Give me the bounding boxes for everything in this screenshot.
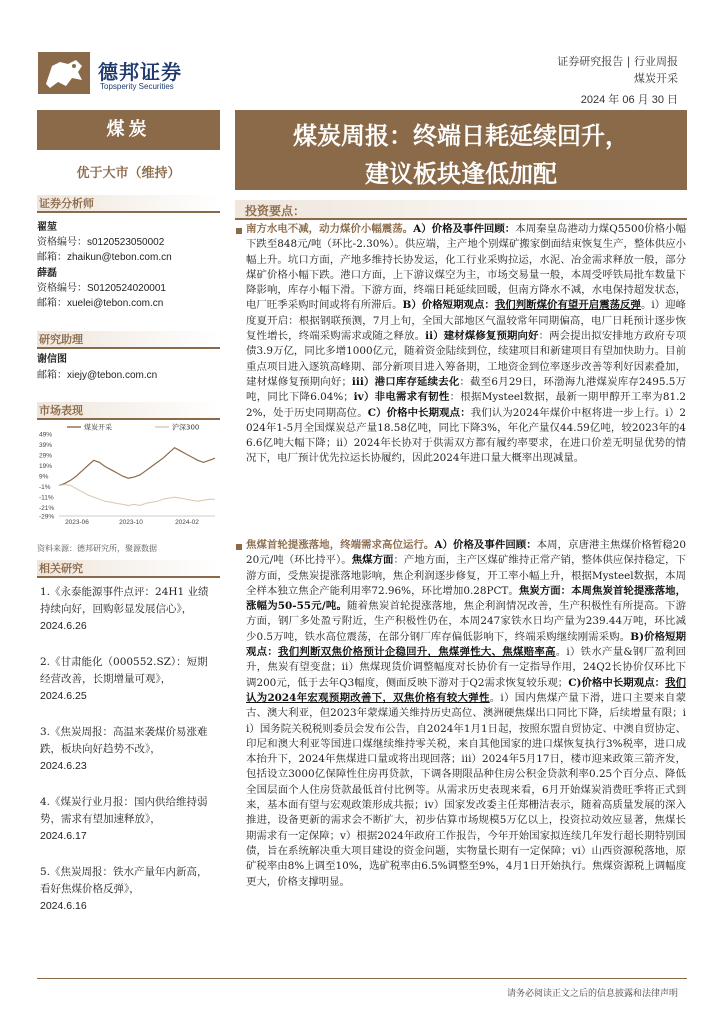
disclaimer-footer: 请务必阅读正文之后的信息披露和法律声明 — [506, 989, 678, 999]
series-line — [59, 448, 215, 486]
related-report[interactable]: 1.《永泰能源事件点评：24H1 业绩持续向好，回购彰显发展信心》， 2024.6.26 — [40, 586, 209, 632]
x-tick-label: 2024-02 — [175, 519, 199, 526]
bullet-icon — [236, 544, 242, 550]
text-segment: A）价格及事件回顾： — [413, 223, 516, 235]
title-line-1: 煤炭周报：终端日耗延续回升， — [293, 122, 629, 150]
text-segment: iv）非电需求有韧性 — [353, 391, 450, 404]
text-segment: 我们认为2024年煤价中枢将进一步上行。i）2024年1-5月全国煤炭总产量18.58亿吨，同比下降3%，年化产量仅44.59亿吨，较2023年的46.6亿吨大幅下降；ii）2024年长协对于供需双方都有履约率要求，在进口价差无明显优势的情况下，电厂预计优先拉运长协履约，因此2024年进口量大概率出现减量。 — [246, 406, 686, 465]
text-segment: 。i）铁水产量&钢厂盈利回升，焦炭有望变盘；ii）焦煤现货价调整幅度对长协价有一定指导作用，24Q2长协价仅环比下调200元，低于去年Q3幅度，侧面反映下游对于Q2需求恢复较乐观； — [246, 646, 687, 689]
text-segment: ii）建材煤修复预期向好 — [425, 330, 539, 343]
y-tick-label: -1% — [39, 484, 51, 492]
analyst-email[interactable]: 邮箱：zhaikun@tebon.com.cn — [37, 252, 172, 263]
footer-divider — [37, 978, 687, 979]
x-tick-label: 2023-06 — [65, 519, 89, 526]
text-segment: 我们判断双焦价格预计企稳回升，焦煤弹性大、焦煤赔率高 — [278, 646, 556, 659]
related-report[interactable]: 4.《煤炭行业月报：国内供给维持弱势，需求有望加速释放》， 2024.6.17 — [40, 796, 208, 842]
text-segment: 焦煤方面 — [351, 554, 394, 567]
analyst-section-title: 证券分析师 — [37, 195, 220, 213]
y-tick-label: 29% — [39, 452, 53, 460]
text-segment: C）价格中长期观点： — [367, 406, 471, 419]
chart-source-note: 资料来源：德邦研究所，聚源数据 — [37, 544, 157, 553]
text-segment: ：产地方面，主产区煤矿维持正常产销，整体供应保持稳定，下游方面，受焦炭提涨落地影响，焦企利润逐步修复，开工率小幅上升，根据Mysteel数据，本周全样本独立焦企产能利用率72.96%，环比增加0.28PCT。 — [246, 554, 686, 597]
topsperity-logo-icon — [38, 52, 90, 94]
text-segment: A）价格及事件回顾： — [434, 539, 537, 551]
text-segment: 。i）迎峰度夏开启：根据钢联预测，7月上旬，全国大部地区气温较常年同期偏高，电厂日耗预计逐步恢复性增长，终端采购需求或随之释放。 — [246, 299, 687, 343]
text-segment: 本周，京唐港主焦煤价格暂稳2020元/吨（环比持平）。 — [246, 539, 686, 567]
coal-thermal-paragraph — [246, 222, 686, 467]
y-tick-label: 39% — [39, 442, 53, 450]
title-line-2: 建议板块逢低加配 — [365, 160, 557, 188]
text-segment: iii）港口库存延续去化 — [351, 375, 460, 388]
text-segment: B)价格短期观点： — [246, 630, 686, 659]
text-segment: 。i）国内焦煤产量下滑，进口主要来自蒙古、澳大利亚，但2023年蒙煤通关维持历史高位、澳洲硬焦煤出口同比下降，后续增量有限；ii）国务院关税税则委员会发布公告，自2024年1月1日起，按照东盟自贸协定、中澳自贸协定、印尼和澳大利亚等国进口煤继续维持零关税，来自其他国家的进口煤恢复执行3%税率，进口成本抬升下，2024年焦煤进口量或将出现回落；iii）2024年5月17日，楼市迎来政策三箭齐发，包括设立3000亿保障性住房再贷款，下调各期限品种住房公积金贷款利率0.25个百分点、降低全国层面个人住房贷款最低首付比例等。从需求历史表现来看，6月开始煤炭消费旺季将正式到来，基本面有望与宏观政策形成共振；iv）国家发改委主任郑栅洁表示，随着高质量发展的深入推进，设备更新的需求会不断扩大，初步估算市场规模5万亿以上，投资拉动效应显著，焦煤长期需求有一定保障；v）根据2024年政府工作报告，今年开始国家拟连续几年发行超长期特别国债，旨在系统解决重大项目建设的资金问题，实物量长期有一定保障；vi）山西资源税落地，原矿税率由8%上调至10%，选矿税率由6.5%调整至9%，4月1日开始执行。焦煤资源税上调幅度更大，价格支撑明显。 — [246, 691, 686, 888]
text-segment: C)价格中长期观点： — [568, 676, 666, 689]
text-segment: 焦炭方面：本周焦炭首轮提涨落地，涨幅为50-55元/吨。 — [246, 584, 687, 613]
legend-label: 沪深300 — [172, 423, 200, 432]
brand-name-en: Topsperity Securities — [100, 82, 174, 91]
analyst-name: 薛磊 — [37, 268, 57, 279]
text-segment: B）价格短期观点： — [402, 299, 495, 312]
sector-tag: 煤炭 — [37, 110, 220, 150]
key-points-label: 投资要点： — [245, 204, 306, 218]
y-tick-label: 19% — [39, 463, 53, 471]
assistant-email[interactable]: 邮箱：xiejy@tebon.com.cn — [37, 370, 158, 381]
text-segment: ：截至6月29日，环渤海九港煤炭库存2495.5万吨，同比下降6.04%； — [246, 375, 686, 404]
text-segment: 我们认为2024年宏观预期改善下，双焦价格有较大弹性 — [246, 676, 687, 704]
report-type: 证券研究报告 | 行业周报 — [557, 55, 678, 68]
x-tick-label: 2023-10 — [119, 519, 143, 526]
related-report[interactable]: 5.《焦炭周报：铁水产量年内新高，看好焦煤价格反弹》， 2024.6.16 — [40, 866, 208, 912]
y-tick-label: -29% — [39, 513, 55, 521]
text-segment: 南方水电不减，动力煤价小幅震荡。 — [246, 223, 414, 235]
text-segment: 我们判断煤价有望开启震荡反弹 — [494, 299, 641, 312]
bullet-icon — [236, 228, 242, 234]
related-report[interactable]: 2.《甘肃能化（000552.SZ）：短期经营改善，长期增量可观》， 2024.6.25 — [40, 656, 208, 702]
y-tick-label: -11% — [39, 494, 54, 502]
text-segment: 焦煤首轮提涨落地，终端需求高位运行。 — [246, 539, 435, 551]
y-tick-label: -21% — [39, 505, 55, 513]
text-segment: 随着焦炭首轮提涨落地，焦企利润情况改善，生产积极性有所提高。下游方面，钢厂多处盈亏附近，生产积极性仍在，本周247家铁水日均产量为239.44万吨，环比减少0.5万吨，铁水高位震荡，在部分钢厂库存偏低影响下，终端采购继续刚需采购。 — [246, 600, 687, 643]
y-tick-label: 49% — [39, 431, 53, 439]
brand-name-cn: 德邦证券 — [98, 60, 182, 84]
related-report[interactable]: 3.《焦炭周报：高温来袭煤价易涨难跌，板块向好趋势不改》， 2024.6.23 — [40, 726, 208, 772]
series-line — [59, 485, 215, 506]
legend-label: 煤炭开采 — [84, 423, 112, 432]
analyst-cert: 资格编号：S0120524020001 — [37, 283, 166, 294]
assistant-section-title: 研究助理 — [37, 331, 220, 349]
analyst-cert: 资格编号：s0120523050002 — [37, 237, 165, 248]
assistant-name: 谢信图 — [37, 354, 67, 365]
sector-line: 煤炭开采 — [634, 72, 678, 85]
report-title — [235, 110, 687, 190]
rating: 优于大市（维持） — [76, 166, 181, 181]
y-tick-label: 9% — [39, 473, 49, 481]
related-section-title: 相关研究 — [37, 560, 220, 578]
text-segment: ：两会提出拟安排地方政府专项债3.9万亿，同比多增1000亿元，随着资金陆续到位，续建项目和新建项目有望加快助力。目前重点项目进入逐筑高峰期、部分新项目进入筹备期，工地资金到位率逐步改善等利好因素叠加，建材煤修复预期向好； — [246, 330, 687, 388]
market-section-title: 市场表现 — [37, 402, 220, 420]
text-segment: 本周秦皇岛港动力煤Q5500价格小幅下跌至848元/吨（环比-2.30%）。供应端，主产地个别煤矿搬家倒面结束恢复生产，整体供应小幅上升。坑口方面，产地多维持长协发运，化工行业采购拉运，水泥、冶金需求释放一般，部分煤矿价格小幅下跌。港口方面，上下游议煤空为主，市场交易量一般，本周受呼铁局批车数量下降影响，库存小幅下滑。下游方面，终端日耗延续回暖，但南方降水不减，水电保持超发状态，电厂旺季采购时间或将有所滞后。 — [246, 223, 686, 312]
analyst-email[interactable]: 邮箱：xuelei@tebon.com.cn — [37, 298, 164, 309]
analyst-name: 翟堃 — [37, 222, 57, 233]
coking-coal-paragraph — [246, 538, 686, 890]
text-segment: ：根据Mysteel数据，最新一期甲醇开工率为81.22%，处于历史同期高位。 — [246, 391, 686, 419]
market-performance-chart — [37, 420, 220, 528]
report-date: 2024 年 06 月 30 日 — [580, 94, 678, 106]
